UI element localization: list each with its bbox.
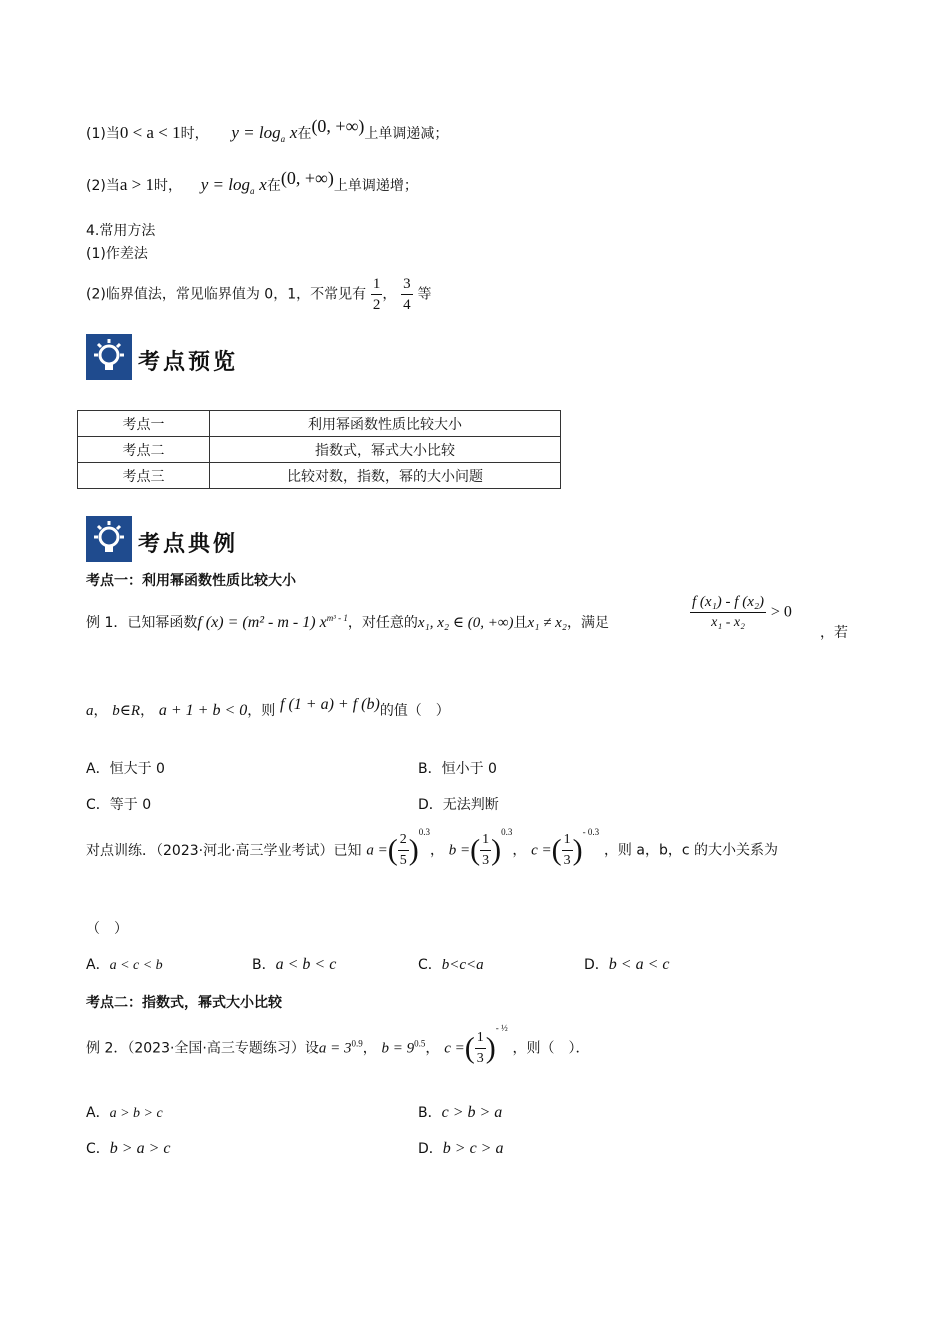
kp2-heading: 考点二：指数式，幂式大小比较 xyxy=(86,995,282,1011)
ex1-fraction xyxy=(690,592,792,633)
training-b-exp: 0.3 xyxy=(501,826,513,837)
ex1-option-d[interactable]: D．无法判断 xyxy=(418,797,499,813)
training-b-num: 1 xyxy=(480,830,491,851)
ex1-difference-quotient xyxy=(690,592,766,633)
preview-title: 考点预览 xyxy=(138,349,239,375)
ex2-sep1: ， xyxy=(362,1040,377,1057)
ex2-c-den: 3 xyxy=(476,1051,484,1066)
ex1-function: f (x) = (m² - m - 1) x xyxy=(197,614,327,631)
ex2-option-b[interactable] xyxy=(418,1102,502,1122)
training-line: 对点训练．（2023·河北·高三学业考试）已知 a =( $\frac{2}{5}$ )$^{0.3}$， b =( $\frac{1}{3}$ )$^{0.3}$， c =( $\frac{1}{3}$ )$^{- 0.3}$ ，则 a，b，c 的大小关系为 xyxy=(86,830,778,871)
table-row xyxy=(78,437,561,463)
ex1-frac-num: f (x₁) - f (x₂) xyxy=(690,592,766,613)
ex2-end: ，则（ ）． xyxy=(512,1040,590,1057)
example-2-line: 例 2．（2023·全国·高三专题练习）设$a = 3^{0.9}$， $b = 9^{0.5}$， c =( $\frac{1}{3}$ )$^{- \frac{1}{2}}$ ，则（ ）． xyxy=(86,1028,590,1069)
prop1-in: 在 xyxy=(297,126,312,142)
table-cell-content: 比较对数，指数，幂的大小问题 xyxy=(210,463,561,489)
training-option-a-label: A． xyxy=(86,957,110,973)
method-2-sep: ， xyxy=(382,286,397,303)
training-paren: （ ） xyxy=(86,921,128,937)
table-row xyxy=(78,411,561,437)
ex2-option-b-label: B． xyxy=(418,1105,442,1121)
ex2-option-d-label: D． xyxy=(418,1141,443,1157)
ex1-var-a: a xyxy=(86,703,94,719)
ex2-intro: 例 2．（2023·全国·高三专题练习）设 xyxy=(86,1040,319,1057)
prop1-condition: 0 < a < 1 xyxy=(119,123,181,142)
lightbulb-icon xyxy=(86,334,132,380)
prop2-prefix: (2)当 xyxy=(86,178,120,194)
ex2-option-d-text: b > c > a xyxy=(442,1140,504,1157)
ex1-l2-end: 的值（ ） xyxy=(379,703,450,719)
ex1-intro: 例 1．已知幂函数 xyxy=(86,615,198,631)
method-1: (1)作差法 xyxy=(86,246,148,262)
training-option-c-text: b<c<a xyxy=(441,957,484,973)
ex2-sep2: ， xyxy=(425,1040,440,1057)
prop2-interval: (0, +∞) xyxy=(280,168,334,188)
training-a-num: 2 xyxy=(398,830,409,851)
ex2-c-eq: c = xyxy=(444,1040,465,1057)
table-cell-content: 利用幂函数性质比较大小 xyxy=(210,411,561,437)
ex1-option-a[interactable]: A．恒大于 0 xyxy=(86,761,165,777)
training-option-b-text: a < b < c xyxy=(275,956,337,973)
ex2-option-c-label: C． xyxy=(86,1141,110,1157)
training-b-eq: b = xyxy=(448,842,471,859)
training-b-den: 3 xyxy=(482,853,490,868)
ex1-option-b[interactable]: B．恒小于 0 xyxy=(418,761,497,777)
method-2 xyxy=(86,274,431,315)
ex2-option-b-text: c > b > a xyxy=(441,1104,503,1121)
ex1-text-b: ，对任意的 xyxy=(347,615,418,631)
prop2-base: a xyxy=(250,186,255,196)
ex2-b-exp: 0.5 xyxy=(414,1038,426,1049)
ex2-option-a[interactable] xyxy=(86,1102,163,1122)
prop1-prefix: (1)当 xyxy=(86,126,120,142)
ex1-text-d: ，满足 xyxy=(567,615,610,631)
ex1-exponent: m³ - 1 xyxy=(326,613,348,623)
training-c-exp: - 0.3 xyxy=(582,826,600,837)
ex1-neq: x₁ ≠ x₂ xyxy=(527,615,568,631)
ex2-option-a-label: A． xyxy=(86,1105,110,1121)
fraction-half-num: 1 xyxy=(371,274,383,295)
training-option-b[interactable] xyxy=(252,954,336,974)
ex1-domain: x₁, x₂ ∈ (0, +∞) xyxy=(417,615,514,631)
prop2-in: 在 xyxy=(266,178,281,194)
examples-title: 考点典例 xyxy=(138,531,239,557)
example-1-line-1 xyxy=(86,612,609,632)
training-c-den: 3 xyxy=(563,853,571,868)
fraction-3-4-num: 3 xyxy=(401,274,413,295)
training-sep2: ， xyxy=(512,842,527,859)
training-option-a-text: a < c < b xyxy=(109,958,163,973)
prop2-time: 时， xyxy=(153,178,182,194)
training-option-c[interactable] xyxy=(418,954,484,974)
ex1-gt-zero: > 0 xyxy=(770,603,792,621)
prop2-function: y = log xyxy=(200,175,251,194)
prop1-function: y = log xyxy=(231,123,281,142)
training-c-frac xyxy=(562,830,573,871)
prop1-x: x xyxy=(289,123,298,142)
prop1-base: a xyxy=(280,134,286,144)
ex1-expression: f (1 + a) + f (b) xyxy=(280,696,380,713)
table-row xyxy=(78,463,561,489)
training-option-d[interactable] xyxy=(584,954,669,974)
training-a-frac xyxy=(398,830,409,871)
training-b-frac xyxy=(480,830,491,871)
ex2-option-a-text: a > b > c xyxy=(109,1106,163,1121)
training-end: ，则 a，b，c 的大小关系为 xyxy=(603,842,779,859)
ex1-text-c: 且 xyxy=(513,615,528,631)
ex1-frac-den: x₁ - x₂ xyxy=(711,615,745,630)
fraction-three-quarters xyxy=(401,274,413,315)
ex1-option-c[interactable]: C．等于 0 xyxy=(86,797,152,813)
ex2-c-frac xyxy=(475,1028,486,1069)
training-a-exp: 0.3 xyxy=(418,826,430,837)
table-cell-label: 考点三 xyxy=(78,463,210,489)
prop1-time: 时， xyxy=(180,126,209,142)
table-cell-label: 考点一 xyxy=(78,411,210,437)
fraction-half-den: 2 xyxy=(372,297,381,313)
ex2-b-eq: b = 9 xyxy=(381,1040,415,1057)
method-2-text: (2)临界值法，常见临界值为 0，1，不常见有 xyxy=(86,286,367,303)
training-sep1: ， xyxy=(429,842,444,859)
fraction-3-4-den: 4 xyxy=(403,297,411,313)
ex1-l2-sep1: ， xyxy=(93,703,108,719)
method-2-end: 等 xyxy=(417,286,432,303)
ex2-a-eq: a = 3 xyxy=(318,1040,352,1057)
example-1-line-2 xyxy=(86,696,450,720)
lightbulb-icon xyxy=(86,516,132,562)
prop-line-2 xyxy=(86,168,418,196)
training-c-eq: c = xyxy=(531,842,552,859)
prop2-result: 上单调递增； xyxy=(333,178,418,194)
ex2-c-num: 1 xyxy=(475,1028,486,1049)
training-option-b-label: B． xyxy=(252,957,276,973)
table-cell-label: 考点二 xyxy=(78,437,210,463)
ex1-text-e: ，若 xyxy=(820,625,848,641)
ex2-option-d[interactable] xyxy=(418,1138,503,1158)
ex2-option-c[interactable] xyxy=(86,1138,170,1158)
fraction-half xyxy=(371,274,383,315)
training-option-a[interactable] xyxy=(86,954,163,974)
training-option-d-text: b < a < c xyxy=(608,956,670,973)
ex1-l2-sep2: ， xyxy=(140,703,155,719)
training-option-d-label: D． xyxy=(584,957,609,973)
prop1-interval: (0, +∞) xyxy=(311,116,365,136)
methods-heading: 4.常用方法 xyxy=(86,223,156,239)
ex1-l2-then: ，则 xyxy=(247,703,276,719)
ex2-option-c-text: b > a > c xyxy=(109,1140,171,1157)
prop-line-1 xyxy=(86,116,449,144)
ex1-var-b: b∈R xyxy=(112,703,141,719)
prop2-condition: a > 1 xyxy=(119,175,154,194)
table-cell-content: 指数式，幂式大小比较 xyxy=(210,437,561,463)
prop1-result: 上单调递减； xyxy=(364,126,449,142)
training-a-eq: a = xyxy=(366,842,388,859)
ex1-condition: a + 1 + b < 0 xyxy=(158,702,248,719)
ex2-a-exp: 0.9 xyxy=(351,1038,363,1049)
training-a-den: 5 xyxy=(399,853,407,868)
training-c-num: 1 xyxy=(562,830,573,851)
training-intro: 对点训练．（2023·河北·高三学业考试）已知 xyxy=(86,842,362,859)
prop2-x: x xyxy=(259,175,267,194)
ex2-c-exp: - ½ xyxy=(495,1022,508,1033)
preview-table xyxy=(77,410,561,489)
kp1-heading: 考点一：利用幂函数性质比较大小 xyxy=(86,573,296,589)
training-option-c-label: C． xyxy=(418,957,442,973)
